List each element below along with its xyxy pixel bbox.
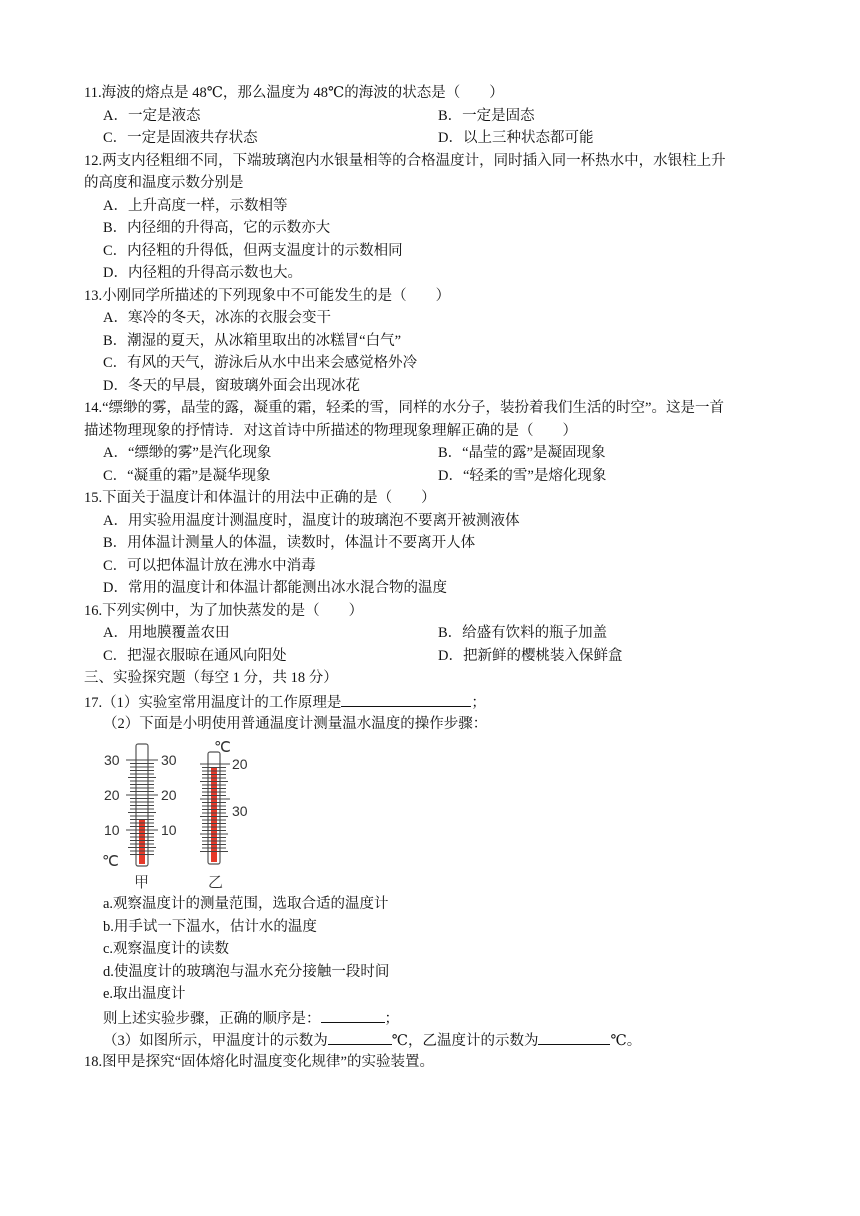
q12-option-a: A．上升高度一样，示数相等 — [103, 198, 288, 214]
q16-option-c: C．把湿衣服晾在通风向阳处 — [103, 648, 287, 664]
q17-part1-end: ； — [471, 695, 486, 711]
q13-stem: 13.小刚同学所描述的下列现象中不可能发生的是（ ） — [84, 288, 451, 304]
q12-stem-line1: 12.两支内径粗细不同，下端玻璃泡内水银量相等的合格温度计，同时插入同一杯热水中，水银柱上升 — [84, 153, 726, 169]
q15-option-d: D．常用的温度计和体温计都能测出冰水混合物的温度 — [103, 580, 447, 596]
q11-option-b: B．一定是固态 — [438, 108, 535, 124]
q14-option-d: D．“轻柔的雪”是熔化现象 — [438, 468, 607, 484]
thermometer-yi — [200, 739, 248, 890]
q17-order-text: 则上述实验步骤，正确的顺序是： — [103, 1011, 321, 1027]
jia-tick-20-left: 20 — [104, 787, 120, 803]
q14-stem-line1: 14.“缥缈的雾，晶莹的露，凝重的霜，轻柔的雪，同样的水分子，装扮着我们生活的时空”。这是一首 — [84, 400, 724, 416]
q17-part1 — [84, 691, 486, 713]
jia-unit: ℃ — [102, 853, 119, 870]
q16-option-a: A．用地膜覆盖农田 — [103, 625, 230, 641]
q17-part3-text: （3）如图所示，甲温度计的示数为 — [103, 1033, 328, 1049]
q14-option-c: C．“凝重的霜”是凝华现象 — [103, 468, 271, 484]
q11-option-a: A．一定是液态 — [103, 108, 201, 124]
jia-tick-30-left: 30 — [104, 752, 120, 768]
jia-label: 甲 — [134, 875, 150, 890]
q11-option-d: D．以上三种状态都可能 — [438, 130, 594, 146]
q17-step-b: b.用手试一下温水，估计水的温度 — [103, 919, 317, 935]
q14-option-a: A．“缥缈的雾”是汽化现象 — [103, 445, 272, 461]
q13-option-a: A．寒冷的冬天，冰冻的衣服会变干 — [103, 310, 331, 326]
q13-option-c: C．有风的天气，游泳后从水中出来会感觉格外冷 — [103, 355, 418, 371]
q18-stem: 18.图甲是探究“固体熔化时温度变化规律”的实验装置。 — [84, 1054, 434, 1070]
q17-part3-mid: ℃，乙温度计的示数为 — [391, 1033, 539, 1049]
q16-option-d: D．把新鲜的樱桃装入保鲜盒 — [438, 648, 623, 664]
q15-option-a: A．用实验用温度计测温度时，温度计的玻璃泡不要离开被测液体 — [103, 513, 520, 529]
q15-option-b: B．用体温计测量人的体温，读数时，体温计不要离开人体 — [103, 535, 476, 551]
yi-tick-30: 30 — [232, 803, 248, 819]
q15-option-c: C．可以把体温计放在沸水中消毒 — [103, 558, 316, 574]
q12-option-d: D．内径粗的升得高示数也大。 — [103, 265, 302, 281]
q17-part3 — [103, 1029, 641, 1051]
q12-option-c: C．内径粗的升得低，但两支温度计的示数相同 — [103, 243, 403, 259]
q14-stem-line2: 描述物理现象的抒情诗．对这首诗中所描述的物理现象理解正确的是（ ） — [84, 423, 577, 439]
q17-step-d: d.使温度计的玻璃泡与温水充分接触一段时间 — [103, 964, 390, 980]
q13-option-d: D．冬天的早晨，窗玻璃外面会出现冰花 — [103, 378, 360, 394]
q13-option-b: B．潮湿的夏天，从冰箱里取出的冰糕冒“白气” — [103, 333, 402, 349]
section-heading: 三、实验探究题（每空 1 分，共 18 分） — [84, 670, 338, 686]
q11-option-c: C．一定是固液共存状态 — [103, 130, 258, 146]
q17-order-end: ； — [384, 1011, 399, 1027]
q16-option-b: B．给盛有饮料的瓶子加盖 — [438, 625, 608, 641]
thermometer-figure — [96, 738, 266, 890]
q12-option-b: B．内径细的升得高，它的示数亦大 — [103, 220, 331, 236]
answer-blank[interactable] — [341, 691, 471, 707]
q15-stem: 15.下面关于温度计和体温计的用法中正确的是（ ） — [84, 490, 436, 506]
q17-part2: （2）下面是小明使用普通温度计测量温水温度的操作步骤： — [103, 716, 488, 732]
jia-tick-20-right: 20 — [161, 787, 177, 803]
q17-step-a: a.观察温度计的测量范围，选取合适的温度计 — [103, 896, 389, 912]
q17-order — [103, 1007, 399, 1029]
q14-option-b: B．“晶莹的露”是凝固现象 — [438, 445, 606, 461]
answer-blank[interactable] — [538, 1029, 610, 1045]
jia-tick-10-left: 10 — [104, 822, 120, 838]
q17-part1-text: 17.（1）实验室常用温度计的工作原理是 — [84, 695, 342, 711]
q17-step-c: c.观察温度计的读数 — [103, 941, 230, 957]
jia-tick-10-right: 10 — [161, 822, 177, 838]
yi-tick-20: 20 — [232, 756, 248, 772]
jia-tick-30-right: 30 — [161, 752, 177, 768]
answer-blank[interactable] — [321, 1007, 385, 1023]
q12-stem-line2: 的高度和温度示数分别是 — [84, 175, 244, 191]
q16-stem: 16.下列实例中，为了加快蒸发的是（ ） — [84, 603, 364, 619]
yi-label: 乙 — [208, 875, 224, 890]
answer-blank[interactable] — [328, 1029, 392, 1045]
q17-step-e: e.取出温度计 — [103, 986, 186, 1002]
q17-part3-end: ℃。 — [610, 1033, 642, 1049]
thermometer-jia — [102, 744, 177, 890]
q11-stem: 11.海波的熔点是 48℃，那么温度为 48℃的海波的状态是（ ） — [84, 85, 504, 101]
yi-unit: ℃ — [214, 739, 231, 756]
